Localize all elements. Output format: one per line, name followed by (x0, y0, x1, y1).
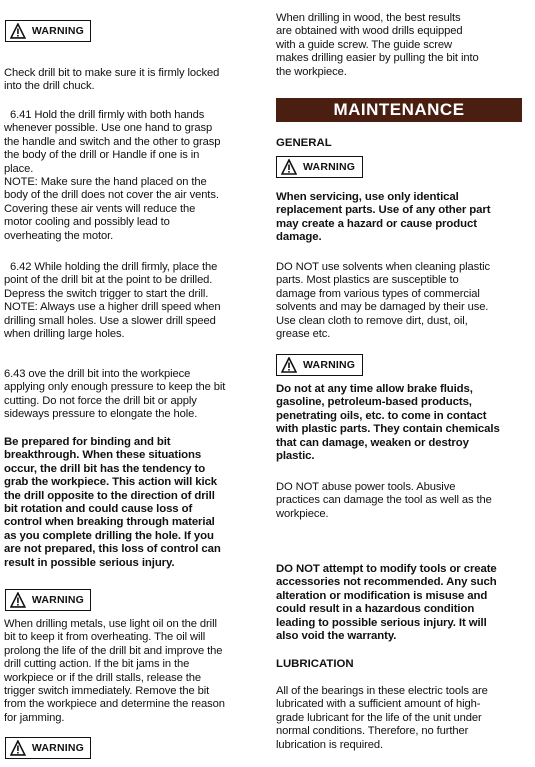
warning-triangle-icon (10, 592, 26, 608)
warning-triangle-icon (281, 159, 297, 175)
paragraph-drill-bit-check: Check drill bit to make sure it is firmly locked into the drill chuck. (4, 67, 220, 93)
paragraph-drilling-wood: When drilling in wood, the best results are obtained with wood drills equipped with a guide screw. The guide screw makes drilling easier by pulling the bit into the workpiece. (276, 12, 479, 78)
maintenance-banner: MAINTENANCE (276, 98, 522, 122)
paragraph-identical-parts: When servicing, use only identical replacement parts. Use of any other part may create a hazard or cause product damage. (276, 191, 491, 244)
warning-label: WARNING (31, 594, 84, 606)
paragraph-abuse-tools: DO NOT abuse power tools. Abusive practices can damage the tool as well as the workpiece. (276, 481, 492, 520)
paragraph-brake-fluids: Do not at any time allow brake fluids, gasoline, petroleum-based products, penetrating oils, etc. to come in contact with plastic parts. They contain chemicals that can damage, weaken or destroy plastic. (276, 383, 500, 463)
warning-triangle-icon (10, 740, 26, 756)
paragraph-binding-warning: Be prepared for binding and bit breakthrough. When these situations occur, the drill bit has the tendency to grab the workpiece. This action will kick the drill opposite to the direction of drill bit rotation and could cause loss of control when breaking through material as you complete drilling the hole. If you are not prepared, this loss of control can result in possible serious injury. (4, 436, 221, 569)
paragraph-no-modify: DO NOT attempt to modify tools or create accessories not recommended. Any such alteration or modification is misuse and could result in a hazardous condition leading to possible serious injury. It will also void the warranty. (276, 563, 497, 643)
heading-lubrication: LUBRICATION (276, 658, 354, 670)
warning-box (5, 737, 91, 759)
warning-triangle-icon (10, 23, 26, 39)
warning-label: WARNING (303, 161, 356, 173)
warning-box (5, 20, 91, 42)
heading-general: GENERAL (276, 137, 332, 149)
warning-label: WARNING (31, 742, 84, 754)
warning-triangle-icon (281, 357, 297, 373)
warning-box (276, 354, 363, 376)
warning-label: WARNING (303, 359, 356, 371)
warning-box (276, 156, 363, 178)
paragraph-6-41: 6.41 Hold the drill firmly with both hands whenever possible. Use one hand to grasp the handle and switch and the other to grasp the body of the drill or Handle if one is in place. NOTE: Make sure the hand placed on the body of the drill does not cover the air vents. Covering these air vents will reduce the motor cooling and possibly lead to overheating the motor. (4, 109, 221, 242)
paragraph-6-43: 6.43 ove the drill bit into the workpiece applying only enough pressure to keep the bit cutting. Do not force the drill bit or apply sideways pressure to elongate the hole. (4, 368, 226, 421)
warning-box (5, 589, 91, 611)
paragraph-6-42: 6.42 While holding the drill firmly, place the point of the drill bit at the point to be drilled. Depress the switch trigger to start the drill. NOTE: Always use a higher drill speed when drilling small holes. Use a slower drill speed when drilling large holes. (4, 261, 221, 341)
paragraph-drilling-metals: When drilling metals, use light oil on the drill bit to keep it from overheating. The oil will prolong the life of the drill bit and improve the drill cutting action. If the bit jams in the workpiece or if the drill stalls, release the trigger switch immediately. Remove the bit from the workpiece and determine the reason for jamming. (4, 618, 225, 724)
warning-label: WARNING (31, 25, 84, 37)
paragraph-no-solvents: DO NOT use solvents when cleaning plastic parts. Most plastics are susceptible to damage from various types of commercial solvents and may be damaged by their use. Use clean cloth to remove dirt, dust, oil, grease etc. (276, 261, 490, 341)
paragraph-bearings: All of the bearings in these electric tools are lubricated with a sufficient amount of high- grade lubricant for the life of the unit under normal conditions. Therefore, no further lubrication is required. (276, 685, 488, 751)
